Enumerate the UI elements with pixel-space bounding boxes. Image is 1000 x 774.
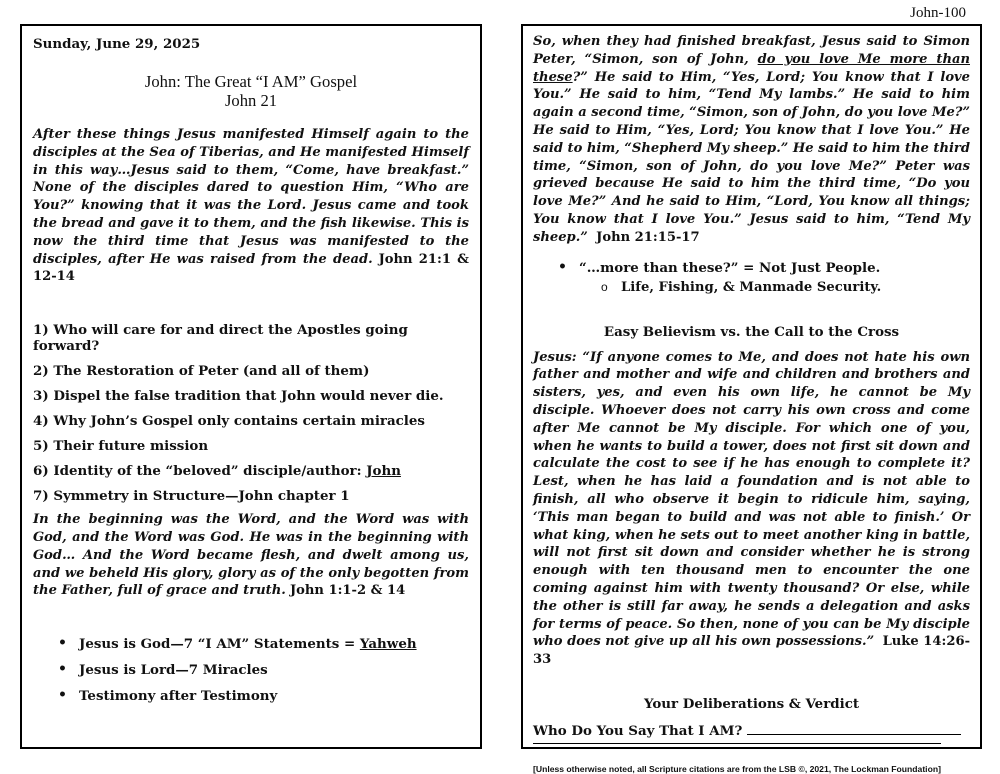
passage2-ref: John 1:1-2 & 14 [289,583,406,599]
passage-luke-14 [533,349,970,669]
point-3: 3) Dispel the false tradition that John would never die. [33,388,444,405]
point-6-answer: John [366,463,401,480]
question-text: Who Do You Say That I AM? [533,722,743,739]
right-panel [521,24,982,774]
bullet-jesus-is-lord: • Jesus is Lord—7 Miracles [33,662,469,678]
section-heading: Easy Believism vs. the Call to the Cross [603,323,900,340]
page-label: John-100 [910,5,966,21]
bullet-1-answer: Yahweh [359,636,417,653]
sub-bullet-security: o Life, Fishing, & Manmade Security. [533,280,970,295]
bullet-jesus-is-god [33,636,469,652]
passage-text-a: So, when they had finished breakfast, Jesus said to Simon Peter, “Simon, son of John, [533,34,970,67]
point-4: 4) Why John’s Gospel only contains certain miracles [33,413,425,430]
point-7: 7) Symmetry in Structure—John chapter 1 [33,488,350,505]
passage-ref: John 21:15-17 [596,229,700,245]
sermon-subtitle: John 21 [224,91,278,110]
footnote: [Unless otherwise noted, all Scripture citations are from the LSB ©, 2021, The Lockman Foundation] [533,763,941,774]
sermon-date: Sunday, June 29, 2025 [33,36,201,52]
bullet-more-than-these: • “…more than these?” = Not Just People. [533,260,970,276]
sermon-title: John: The Great “I AM” Gospel [144,72,358,91]
passage-text-b: ?” He said to Him, “Yes, Lord; You know that I love You.” He said to him, “Tend My lambs.” He said to him again a second time, “Simon, son of John, do you love Me?” He said to Him, “Yes, Lord; You know that I love You.” He said to him, “Shepherd My sheep.” He said to him the third time, “Simon, son of John, do you love Me?” Peter was grieved because He said to him the third time, “Do you love Me?” And he said to Him, “Lord, You know all things; You know that I love You.” Jesus said to him, “Tend My sheep.” [533,69,970,245]
passage2-text: In the beginning was the Word, and the Word was with God, and the Word was God. He was in the beginning with God… And the Word became flesh, and dwelt among us, and we beheld His glory, glory as of the only begotten from the Father, full of grace and truth. [33,512,469,599]
passage-john-21-15 [533,33,970,247]
passage-underlined: do you love Me more than these [533,51,970,85]
point-5: 5) Their future mission [33,438,209,455]
passage-john-21 [33,126,469,286]
point-6 [33,463,469,479]
points-list [33,322,469,504]
verdict-question [533,722,970,739]
passage-text: After these things Jesus manifested Himself again to the disciples at the Sea of Tiberias, and He manifested Himself in this way…Jesus said to them, “Come, have breakfast.” None of the disciples dared to question Him, “Who are You?” knowing that it was the Lord. Jesus came and took the bread and gave it to them, and the fish likewise. This is now the third time that Jesus was manifested to the disciples, after He was raised from the dead. [33,127,469,267]
answer-blank[interactable] [747,722,961,735]
passage-john-1 [33,511,469,600]
left-panel [20,24,482,749]
point-6-text: 6) Identity of the “beloved” disciple/author: [33,463,367,480]
passage2-text: Jesus: “If anyone comes to Me, and does not hate his own father and mother and wife and children and brothers and sisters, yes, and even his own life, he cannot be My disciple. Whoever does not carry his own cross and come after Me cannot be My disciple. For which one of you, when he wants to build a tower, does not first sit down and calculate the cost to see if he has enough to complete it? Lest, when he has laid a foundation and is not able to finish, all who observe it begin to ridicule him, saying, ‘This man began to build and was not able to finish.’ Or what king, when he sets out to meet another king in battle, will not first sit down and consider whether he is strong enough with ten thousand men to encounter the one coming against him with twenty thousand? Or else, while the other is still far away, he sends a delegation and asks for terms of peace. So then, none of you can be My disciple who does not give up all his own possessions.” [533,349,970,650]
verdict-heading: Your Deliberations & Verdict [643,695,860,712]
point-2: 2) The Restoration of Peter (and all of them) [33,363,370,380]
passage2-ref: Luke 14:26-33 [533,634,970,668]
bullet-1-text: Jesus is God—7 “I AM” Statements = [79,636,360,653]
bullet-testimony: • Testimony after Testimony [33,688,469,704]
passage-ref: John 21:1 & 12-14 [33,251,470,285]
point-1: 1) Who will care for and direct the Apostles going forward? [33,322,408,355]
